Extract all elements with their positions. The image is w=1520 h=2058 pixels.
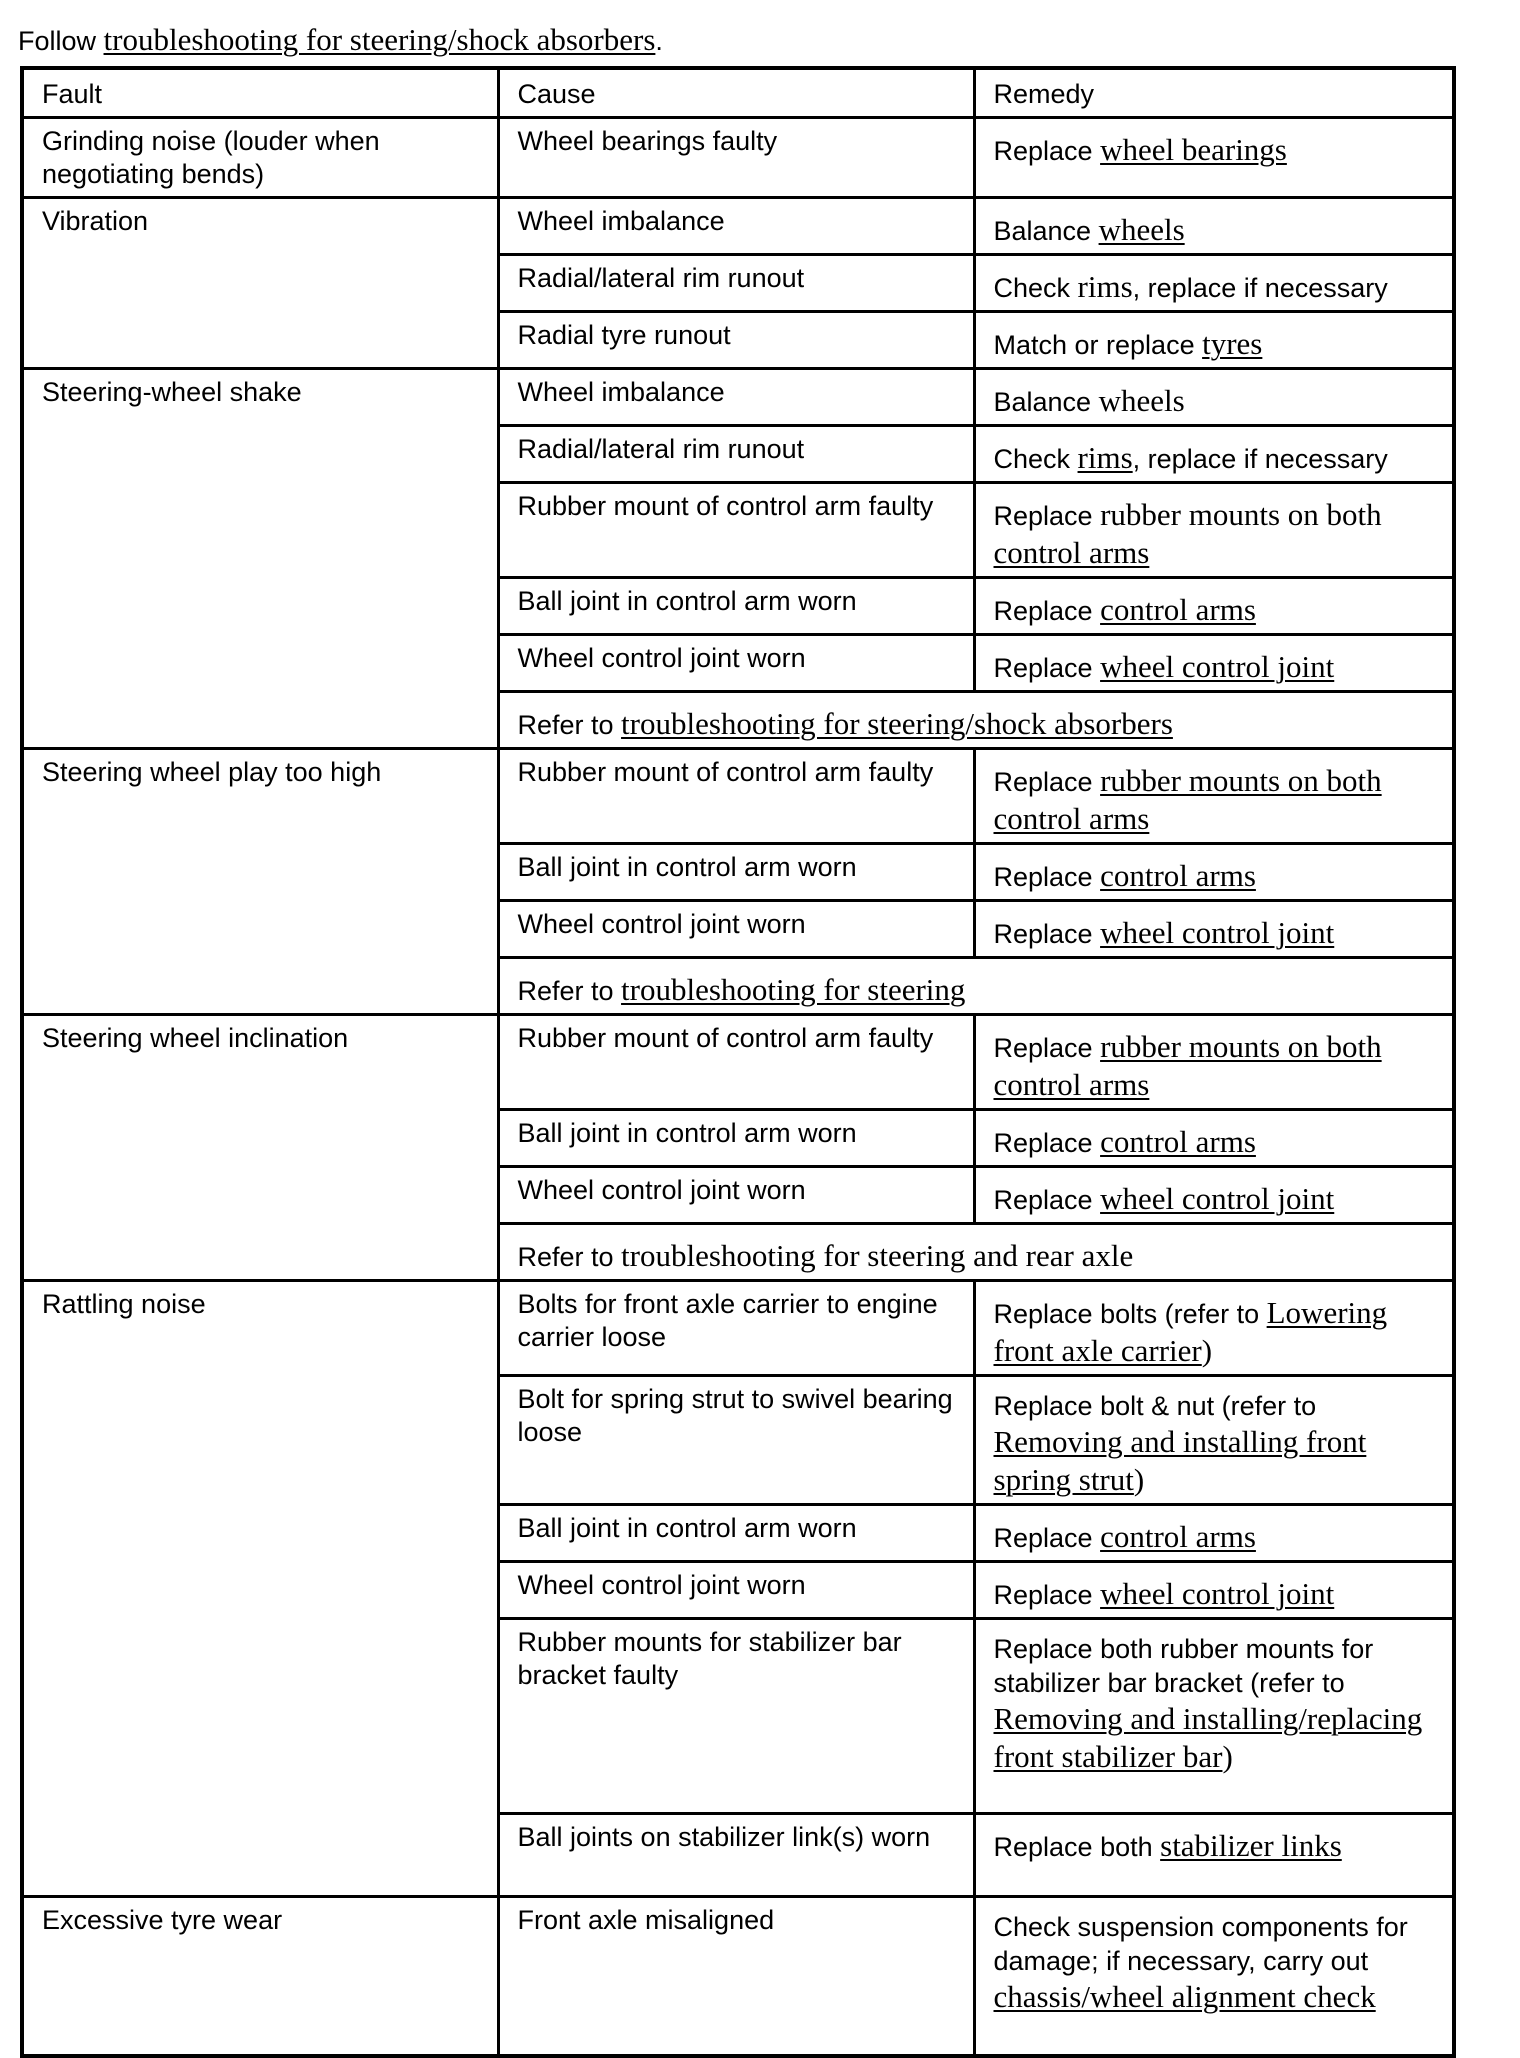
intro-suffix: . [655, 26, 663, 56]
remedy-cell [974, 900, 1454, 957]
link[interactable]: control arms [1100, 591, 1256, 627]
intro-link[interactable]: troubleshooting for steering/shock absorbers [103, 22, 656, 57]
cause-cell: Ball joints on stabilizer link(s) worn [498, 1813, 974, 1896]
link[interactable]: rubber mounts on both control arms [993, 1028, 1382, 1102]
cause-cell: Wheel control joint worn [498, 634, 974, 691]
serif-text: rubber mounts on both [1100, 496, 1382, 532]
remedy-text: Replace [993, 595, 1101, 626]
serif-text: wheels [1098, 382, 1185, 418]
link[interactable]: wheels [1098, 211, 1185, 247]
remedy-cell [974, 577, 1454, 634]
cause-cell: Ball joint in control arm worn [498, 1109, 974, 1166]
header-fault: Fault [22, 68, 498, 117]
remedy-text: Replace [993, 500, 1101, 531]
table-body [22, 68, 1454, 2056]
remedy-text: Replace bolt & nut (refer to [993, 1390, 1317, 1421]
serif-text: ) [1133, 1461, 1145, 1497]
remedy-text: Replace [993, 861, 1101, 892]
cause-cell: Rubber mount of control arm faulty [498, 748, 974, 843]
remedy-cell [974, 482, 1454, 577]
fault-cell: Grinding noise (louder when negotiating bends) [22, 117, 498, 197]
cause-cell: Wheel bearings faulty [498, 117, 974, 197]
remedy-cell [974, 1375, 1454, 1504]
table-row [22, 1280, 1454, 1375]
remedy-cell [974, 634, 1454, 691]
cause-cell: Bolt for spring strut to swivel bearing loose [498, 1375, 974, 1504]
cause-cell: Wheel imbalance [498, 368, 974, 425]
remedy-text: Match or replace [993, 329, 1203, 360]
link[interactable]: chassis/wheel alignment check [993, 1978, 1376, 2014]
link[interactable]: wheel control joint [1100, 648, 1335, 684]
cause-cell: Ball joint in control arm worn [498, 1504, 974, 1561]
remedy-text: Replace [993, 1522, 1101, 1553]
serif-text: ) [1201, 1332, 1213, 1368]
link[interactable]: troubleshooting for steering [621, 971, 966, 1007]
header-remedy: Remedy [974, 68, 1454, 117]
serif-text: ) [1222, 1738, 1233, 1774]
remedy-cell [974, 254, 1454, 311]
table-row [22, 368, 1454, 425]
link[interactable]: control arms [1100, 1123, 1256, 1159]
remedy-cell [974, 1280, 1454, 1375]
header-row [22, 68, 1454, 117]
link[interactable]: control arms [993, 534, 1150, 570]
remedy-cell [974, 1504, 1454, 1561]
fault-cell: Steering wheel inclination [22, 1014, 498, 1280]
cause-cell: Wheel control joint worn [498, 900, 974, 957]
remedy-text: Replace bolts (refer to [993, 1298, 1267, 1329]
link[interactable]: control arms [1100, 1518, 1256, 1554]
remedy-cell [974, 1896, 1454, 2056]
cause-cell: Rubber mounts for stabilizer bar bracket faulty [498, 1618, 974, 1813]
cause-cell: Radial/lateral rim runout [498, 425, 974, 482]
cause-cell: Ball joint in control arm worn [498, 577, 974, 634]
link[interactable]: tyres [1202, 325, 1263, 361]
link[interactable]: wheel control joint [1100, 1575, 1335, 1611]
link[interactable]: troubleshooting for steering/shock absorbers [621, 705, 1173, 741]
link[interactable]: control arms [1100, 857, 1256, 893]
remedy-text: Replace both [993, 1831, 1161, 1862]
refer-cell [498, 1223, 1454, 1280]
fault-cell: Vibration [22, 197, 498, 368]
link[interactable]: Removing and installing front spring strut [993, 1423, 1367, 1497]
remedy-text: Replace [993, 1127, 1101, 1158]
remedy-cell [974, 425, 1454, 482]
fault-cell: Steering-wheel shake [22, 368, 498, 748]
remedy-cell [974, 748, 1454, 843]
cause-cell: Rubber mount of control arm faulty [498, 1014, 974, 1109]
link[interactable]: wheel control joint [1100, 914, 1335, 950]
remedy-cell [974, 1166, 1454, 1223]
remedy-text: Refer to [517, 975, 622, 1006]
remedy-cell [974, 311, 1454, 368]
fault-cell: Rattling noise [22, 1280, 498, 1896]
remedy-text: Replace both rubber mounts for stabilizer bar bracket (refer to [993, 1633, 1374, 1698]
remedy-cell [974, 1618, 1454, 1813]
remedy-text: Replace [993, 135, 1101, 166]
header-cause: Cause [498, 68, 974, 117]
cause-cell: Ball joint in control arm worn [498, 843, 974, 900]
remedy-cell [974, 117, 1454, 197]
remedy-text: Refer to [517, 709, 622, 740]
cause-cell: Front axle misaligned [498, 1896, 974, 2056]
serif-text: troubleshooting for steering and rear axle [621, 1237, 1134, 1273]
remedy-text: Replace [993, 1184, 1101, 1215]
link[interactable]: wheel control joint [1100, 1180, 1335, 1216]
cause-cell: Wheel imbalance [498, 197, 974, 254]
intro-line [18, 20, 663, 61]
table-row [22, 748, 1454, 843]
link[interactable]: rims [1077, 439, 1133, 475]
remedy-cell [974, 1561, 1454, 1618]
table-row [22, 197, 1454, 254]
remedy-text: , replace if necessary [1132, 443, 1388, 474]
refer-cell [498, 957, 1454, 1014]
cause-cell: Bolts for front axle carrier to engine carrier loose [498, 1280, 974, 1375]
table-row [22, 117, 1454, 197]
table-row [22, 1896, 1454, 2056]
remedy-text: Check [993, 443, 1078, 474]
remedy-cell [974, 1014, 1454, 1109]
remedy-cell [974, 843, 1454, 900]
remedy-text: Replace [993, 1032, 1101, 1063]
remedy-cell [974, 197, 1454, 254]
cause-cell: Wheel control joint worn [498, 1561, 974, 1618]
link[interactable]: Lowering front axle carrier [993, 1294, 1388, 1368]
remedy-text: Replace [993, 1579, 1101, 1610]
remedy-text: Check suspension components for damage; if necessary, carry out [993, 1911, 1408, 1976]
link[interactable]: wheel bearings [1100, 131, 1287, 167]
remedy-cell [974, 1813, 1454, 1896]
troubleshooting-table [20, 66, 1456, 2058]
intro-prefix: Follow [18, 26, 104, 56]
fault-cell: Excessive tyre wear [22, 1896, 498, 2056]
remedy-cell [974, 368, 1454, 425]
remedy-text: Check [993, 272, 1078, 303]
remedy-cell [974, 1109, 1454, 1166]
cause-cell: Rubber mount of control arm faulty [498, 482, 974, 577]
table-row [22, 1014, 1454, 1109]
cause-cell: Wheel control joint worn [498, 1166, 974, 1223]
remedy-text: , replace if necessary [1132, 272, 1388, 303]
fault-cell: Steering wheel play too high [22, 748, 498, 1014]
refer-cell [498, 691, 1454, 748]
cause-cell: Radial/lateral rim runout [498, 254, 974, 311]
cause-cell: Radial tyre runout [498, 311, 974, 368]
remedy-text: Replace [993, 766, 1101, 797]
remedy-text: Replace [993, 652, 1101, 683]
link[interactable]: Removing and installing/replacing front stabilizer bar [993, 1700, 1423, 1774]
remedy-text: Refer to [517, 1241, 622, 1272]
link[interactable]: rubber mounts on both control arms [993, 762, 1382, 836]
remedy-text: Balance [993, 386, 1099, 417]
remedy-text: Balance [993, 215, 1099, 246]
serif-text: rims [1077, 268, 1133, 304]
remedy-text: Replace [993, 918, 1101, 949]
link[interactable]: stabilizer links [1160, 1827, 1342, 1863]
